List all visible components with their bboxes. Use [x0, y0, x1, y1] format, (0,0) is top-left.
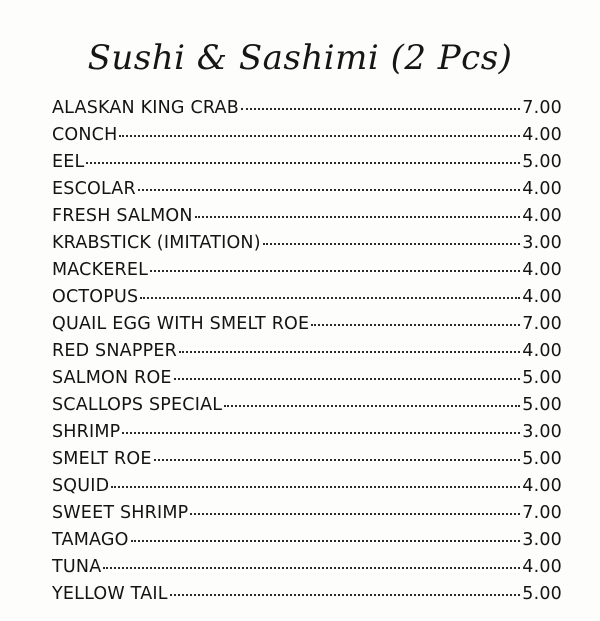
menu-item [52, 260, 562, 287]
item-name: SQUID [52, 476, 110, 496]
item-name: ESCOLAR [52, 179, 136, 199]
dot-leader [122, 432, 520, 434]
dot-leader [131, 540, 521, 542]
item-name: FRESH SALMON [52, 206, 193, 226]
menu-item [52, 422, 562, 449]
dot-leader [190, 513, 520, 515]
item-price: 4.00 [522, 125, 562, 145]
dot-leader [179, 351, 520, 353]
item-name: YELLOW TAIL [52, 584, 168, 604]
dot-leader [119, 135, 520, 137]
item-name: SHRIMP [52, 422, 121, 442]
item-name: TAMAGO [52, 530, 129, 550]
item-name: OCTOPUS [52, 287, 139, 307]
item-name: RED SNAPPER [52, 341, 177, 361]
menu-item [52, 179, 562, 206]
dot-leader [111, 486, 520, 488]
dot-leader [150, 270, 520, 272]
item-price: 3.00 [522, 530, 562, 550]
dot-leader [224, 405, 520, 407]
item-price: 5.00 [522, 584, 562, 604]
item-name: KRABSTICK (IMITATION) [52, 233, 261, 253]
menu-item [52, 206, 562, 233]
menu-item [52, 449, 562, 476]
item-price: 4.00 [522, 260, 562, 280]
item-name: SCALLOPS SPECIAL [52, 395, 223, 415]
menu-item [52, 368, 562, 395]
menu-item [52, 395, 562, 422]
menu-item [52, 152, 562, 179]
item-name: EEL [52, 152, 85, 172]
item-price: 7.00 [522, 98, 562, 118]
menu-item [52, 503, 562, 530]
menu-title: Sushi & Sashimi (2 Pcs) [87, 38, 513, 78]
item-price: 4.00 [522, 341, 562, 361]
menu-item [52, 98, 562, 125]
item-price: 7.00 [522, 503, 562, 523]
dot-leader [241, 108, 520, 110]
menu-item [52, 476, 562, 503]
dot-leader [154, 459, 521, 461]
item-price: 5.00 [522, 449, 562, 469]
dot-leader [138, 189, 520, 191]
dot-leader [311, 324, 520, 326]
menu-list [52, 98, 562, 611]
item-name: SMELT ROE [52, 449, 152, 469]
menu-item [52, 530, 562, 557]
dot-leader [103, 567, 520, 569]
dot-leader [170, 594, 521, 596]
item-price: 4.00 [522, 557, 562, 577]
dot-leader [140, 297, 520, 299]
item-name: CONCH [52, 125, 118, 145]
item-name: QUAIL EGG WITH SMELT ROE [52, 314, 310, 334]
dot-leader [174, 378, 521, 380]
item-price: 5.00 [522, 395, 562, 415]
item-price: 7.00 [522, 314, 562, 334]
item-name: SALMON ROE [52, 368, 172, 388]
menu-item [52, 314, 562, 341]
dot-leader [195, 216, 521, 218]
item-price: 5.00 [522, 152, 562, 172]
menu-item [52, 341, 562, 368]
item-name: SWEET SHRIMP [52, 503, 189, 523]
item-name: ALASKAN KING CRAB [52, 98, 239, 118]
item-price: 4.00 [522, 179, 562, 199]
menu-item [52, 125, 562, 152]
menu-item [52, 287, 562, 314]
menu-item [52, 584, 562, 611]
menu-item [52, 557, 562, 584]
item-price: 3.00 [522, 422, 562, 442]
dot-leader [86, 162, 520, 164]
item-name: MACKEREL [52, 260, 149, 280]
dot-leader [263, 243, 520, 245]
item-price: 4.00 [522, 206, 562, 226]
item-price: 4.00 [522, 476, 562, 496]
item-price: 4.00 [522, 287, 562, 307]
item-name: TUNA [52, 557, 102, 577]
menu-item [52, 233, 562, 260]
item-price: 3.00 [522, 233, 562, 253]
item-price: 5.00 [522, 368, 562, 388]
